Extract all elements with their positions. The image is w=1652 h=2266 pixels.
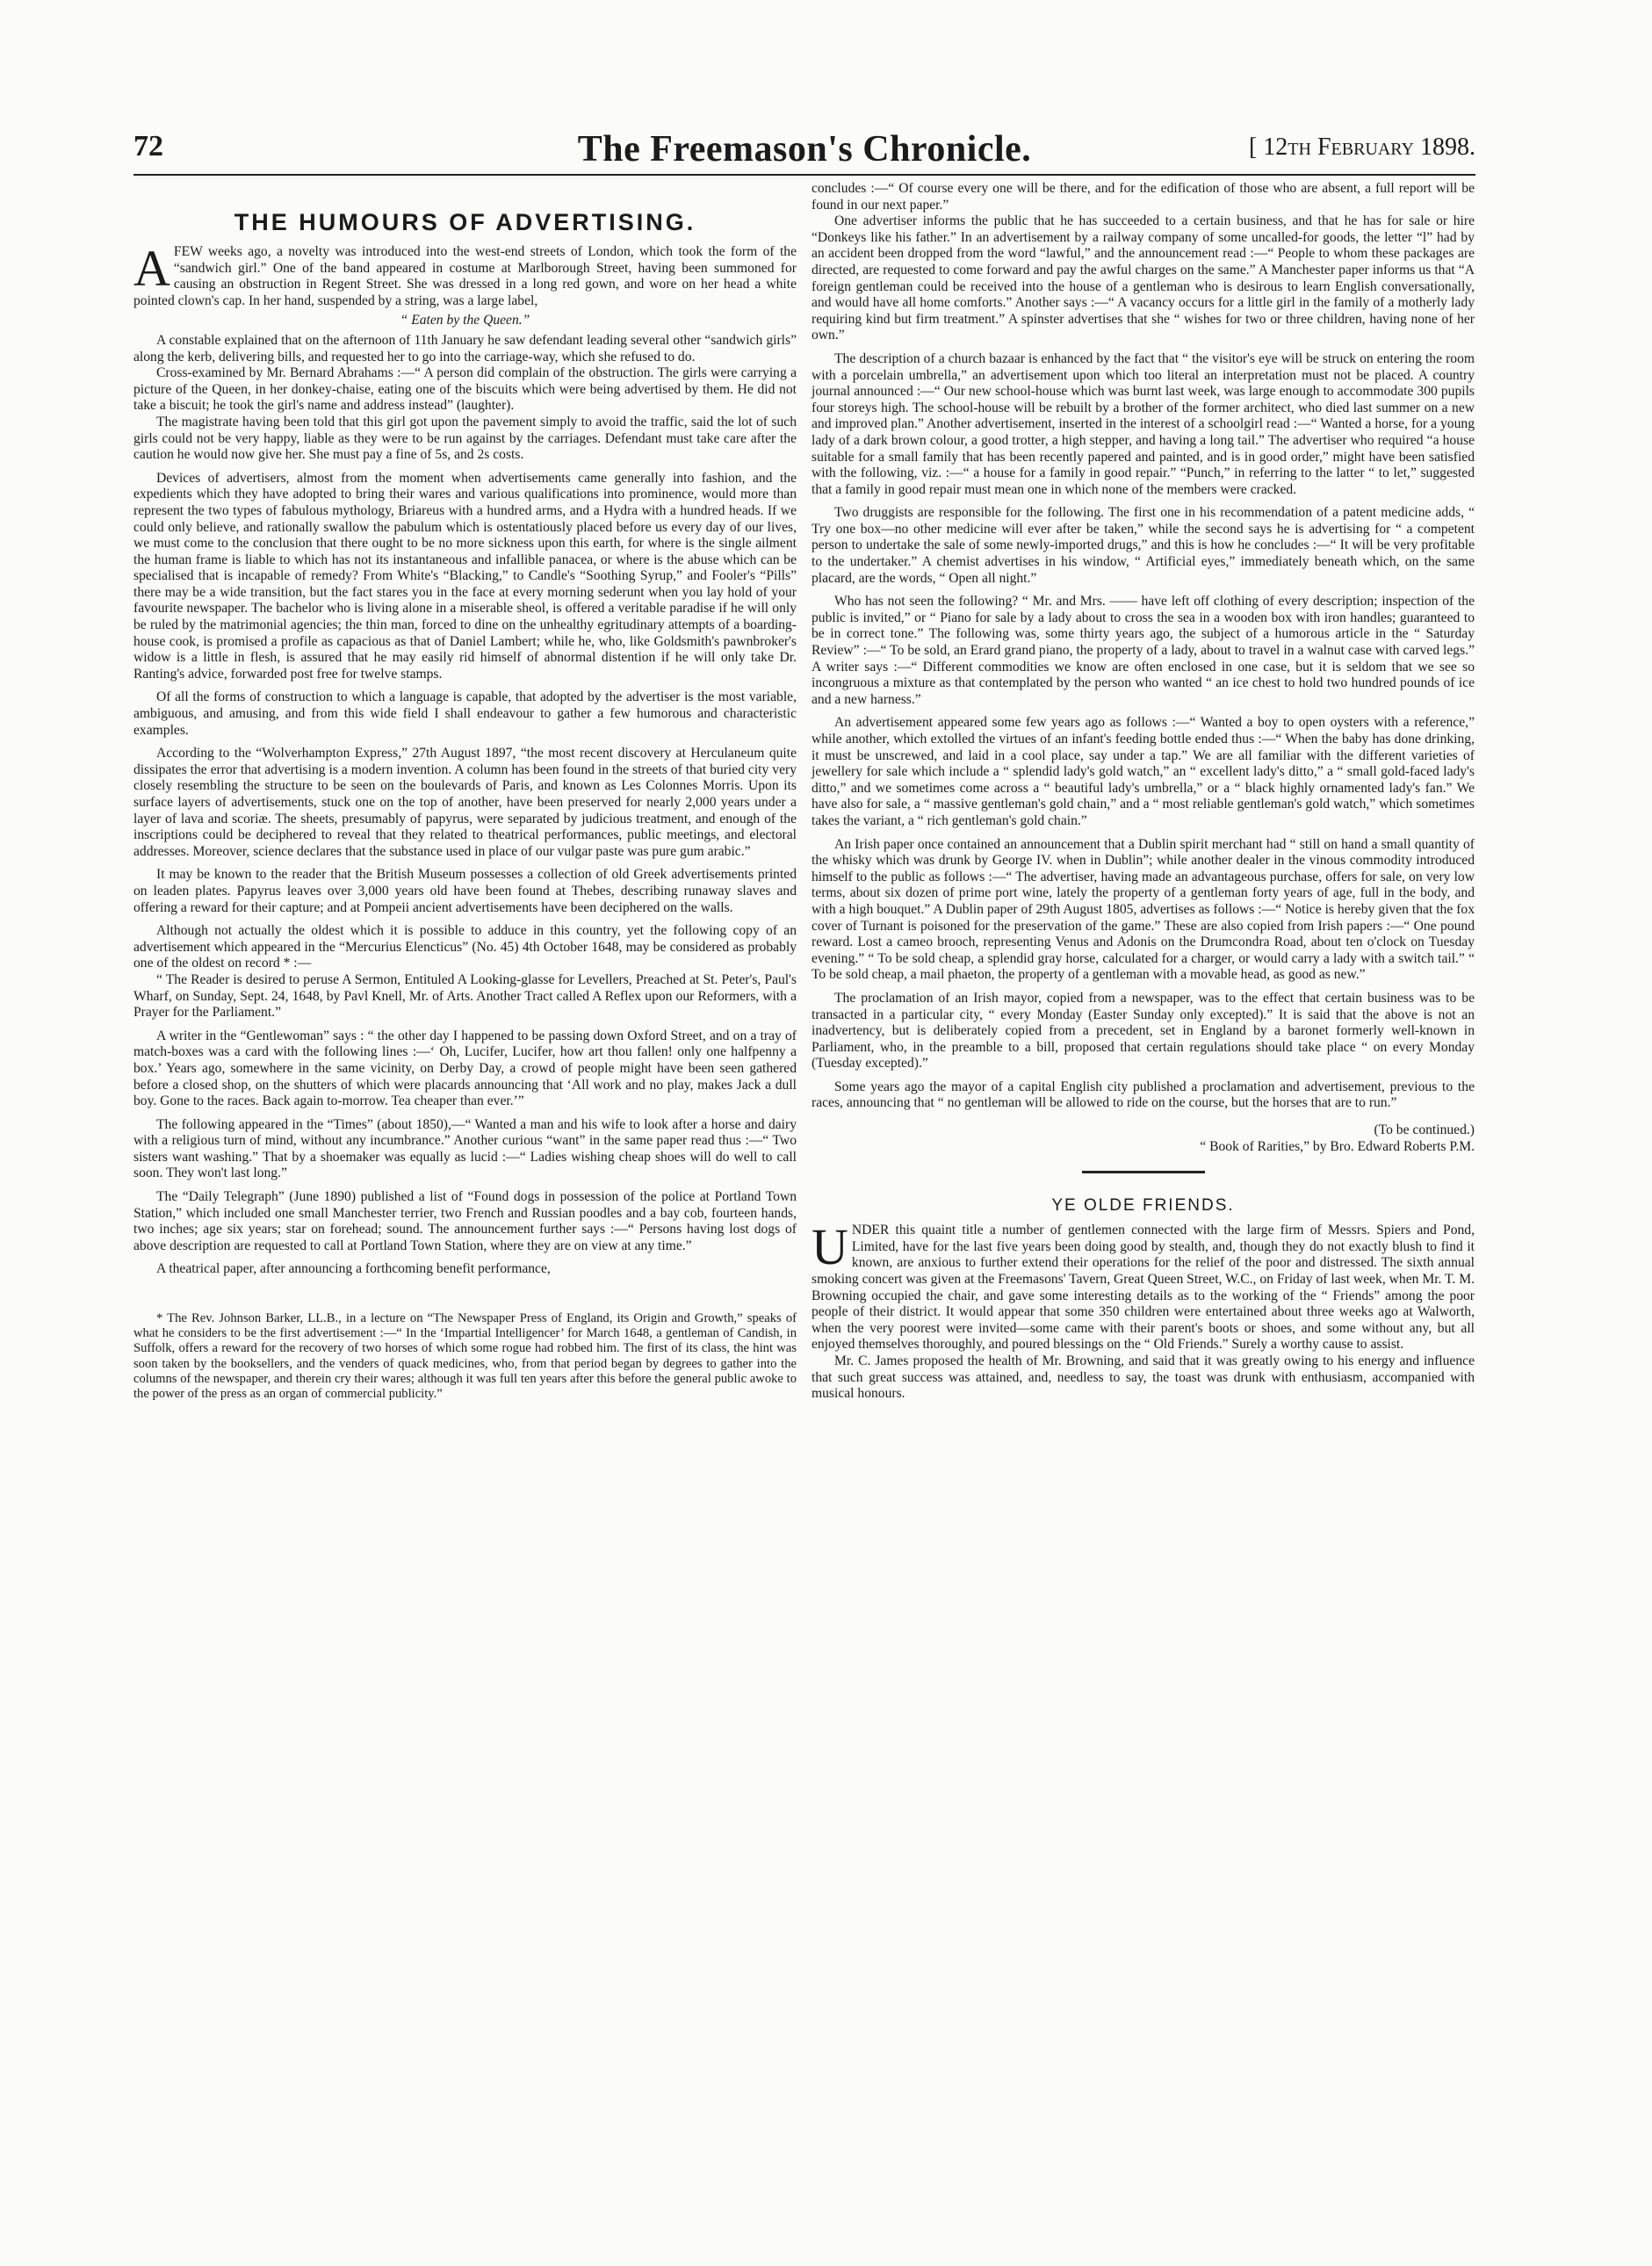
paragraph: It may be known to the reader that the British Museum possesses a collection of old Greek advertisements printed on leaden plates. Papyrus leaves over 3,000 years old have been found at Thebes, describing runaway slaves and offering a reward for their capture; and at Pompeii ancient advertisements have been deciphered on the walls.	[133, 867, 797, 915]
paragraph: One advertiser informs the public that he has succeeded to a certain business, and that he has for sale or hire “Donkeys like his father.” In an advertisement by a railway company of some uncalled-for goods, the letter “l” had by an accident been dropped from the word “lawful,” and the announcement read :—“ People to whom these packages are directed, are requested to come forward and pay the awful charges on the same.” A Manchester paper informs us that “A foreign gentleman could be received into the house of a gentleman who is desirous to learn English conversationally, and would have all home comforts.” Another says :—“ A vacancy occurs for a little girl in the family of a motherly lady requiring kind but firm treatment.” A spinster advertises that she “ wishes for two or three children, having none of her own.”	[812, 213, 1475, 343]
paragraph: According to the “Wolverhampton Express,” 27th August 1897, “the most recent discovery at Herculaneum quite dissipates the error that advertising is a modern invention. A column has been found in the streets of that buried city very closely resembling the structure to be seen on the boulevards of Paris, and known as Les Colonnes Morris. Upon its surface layers of advertisements, stuck one on the top of another, have been preserved for nearly 2,000 years under a layer of lava and scoriæ. The sheets, presumably of papyrus, were separated by judicious treatment, and enough of the inscriptions could be deciphered to reveal that they related to theatrical performances, public meetings, and electoral addresses. Moreover, science declares that the substance used in place of our vulgar paste was pure gum arabic.”	[133, 746, 797, 859]
paragraph: Cross-examined by Mr. Bernard Abrahams :—“ A person did complain of the obstruction. The girls were carrying a picture of the Queen, in her donkey-chaise, eating one of the biscuits which were being advertised by them. He did not take a biscuit; he took the girl's name and address instead” (laughter).	[133, 365, 797, 414]
page-number: 72	[133, 130, 163, 162]
article-title: THE HUMOURS OF ADVERTISING.	[234, 209, 696, 235]
quoted-advertisement: “ The Reader is desired to peruse A Sermon, Entituled A Looking-glasse for Levellers, Preached at St. Peter's, Paul's Wharf, on Sunday, Sept. 24, 1648, by Pavl Knell, Mr. of Arts. Another Tract called A Reflex upon our Reformers, with a Prayer for the Parliament.”	[133, 971, 797, 1021]
paragraph: Some years ago the mayor of a capital English city published a proclamation and advertisement, previous to the races, announcing that “ no gentleman will be allowed to ride on the course, but the horses that are to run.”	[812, 1079, 1475, 1111]
source-credit: “ Book of Rarities,” by Bro. Edward Roberts P.M.	[1200, 1138, 1475, 1154]
paragraph: Mr. C. James proposed the health of Mr. Browning, and said that it was greatly owing to his energy and influence that such great success was attained, and, needless to say, the toast was drunk with enthusiasm, accompanied with musical honours.	[812, 1353, 1475, 1402]
paragraph: The following appeared in the “Times” (about 1850),—“ Wanted a man and his wife to look after a horse and dairy with a religious turn of mind, without any incumbrance.” Another curious “want” in the same paper read thus :—“ Two sisters want washing.” That by a shoemaker was equally as lucid :—“ Ladies wishing cheap shoes will do well to call soon. They won't last long.”	[133, 1116, 797, 1181]
paragraph: An advertisement appeared some few years ago as follows :—“ Wanted a boy to open oysters with a reference,” while another, which extolled the virtues of an infant's feeding bottle ended thus :—“ When the baby has done drinking, it must be unscrewed, and laid in a cool place, say under a tap.” We are all familiar with the different varieties of jewellery for sale which include a “ splendid lady's gold watch,” an “ excellent lady's ditto,” a “ small gold-faced lady's ditto,” and we sometimes come across a “ beautiful lady's umbrella,” or a “ black highly ornamented lady's fan.” We have also for sale, a “ massive gentleman's gold chain,” and a “ most reliable gentleman's gold watch,” which sometimes takes the variant, a “ rich gentleman's gold chain.”	[812, 715, 1475, 828]
right-column	[812, 181, 1475, 1403]
header-rule	[133, 174, 1475, 176]
continued-note: (To be continued.)	[1374, 1122, 1475, 1138]
article-lead-paragraph	[133, 240, 797, 309]
footnote	[133, 1311, 797, 1402]
paragraph: The description of a church bazaar is enhanced by the fact that “ the visitor's eye will be struck on entering the room with a porcelain umbrella,” an advertisement upon which too literal an interpretation must not be placed. A country journal announced :—“ Our new school-house which was burnt last week, was large enough to accommodate 300 pupils four storeys high. The school-house will be rebuilt by a brother of the former architect, who died last summer on a new and improved plan.” Another advertisement, inserted in the interest of a schoolgirl read :—“ Wanted a horse, for a young lady of a dark brown colour, a good trotter, a high stepper, and having a long tail.” The advertiser who required “a house suitable for a small family that has been recently papered and painted, and is in good order,” might have been satisfied with the following, viz. :—“ a house for a family in good repair.” “Punch,” in referring to the latter “ to let,” suggested that a family in good repair must mean one in which none of the members were cracked.	[812, 350, 1475, 497]
section-divider	[1082, 1171, 1205, 1173]
paragraph: A theatrical paper, after announcing a forthcoming benefit performance,	[156, 1261, 551, 1277]
article-title-2: YE OLDE FRIENDS.	[1051, 1196, 1235, 1216]
paragraph: Although not actually the oldest which it is possible to adduce in this country, yet the following copy of an advertisement which appeared in the “Mercurius Elencticus” (No. 45) 4th October 1648, may be considered as probably one of the oldest on record * :—	[133, 923, 797, 971]
paragraph: Who has not seen the following? “ Mr. and Mrs. —— have left off clothing of every description; inspection of the public is invited,” or “ Piano for sale by a lady about to cross the sea in a wooden box with iron handles; guaranteed to be in correct tone.” The following was, some thirty years ago, the subject of a humorous article in the “ Saturday Review” :—“ To be sold, an Erard grand piano, the property of a lady, about to travel in a walnut case with carved legs.” A writer says :—“ Different commodities we know are often enclosed in one case, but it is seldom that we see so incongruous a mixture as that contemplated by the person who wanted “ an ice chest to hold two hundred pounds of ice and a new harness.”	[812, 594, 1475, 707]
left-column	[133, 181, 797, 1402]
paragraph: Of all the forms of construction to which a language is capable, that adopted by the advertiser is the most variable, ambiguous, and amusing, and from this wide field I shall endeavour to gather a few humorous and characteristic examples.	[133, 689, 797, 738]
lead-text: FEW weeks ago, a novelty was introduced into the west-end streets of London, which took the form of the “sandwich girl.” One of the band appeared in costume at Marlborough Street, having been summoned for causing an obstruction in Regent Street. She was dressed in a long red gown, and wore on her head a white pointed clown's cap. In her hand, suspended by a string, was a large label,	[133, 244, 797, 308]
article2-lead-paragraph	[812, 1218, 1475, 1353]
paragraph: An Irish paper once contained an announcement that a Dublin spirit merchant had “ still on hand a small quantity of the whisky which was drunk by George IV. when in Dublin”; while another dealer in the vinous commodity introduced himself to the public as follows :—“ The advertiser, having made an advantageous purchase, offers for sale, on very low terms, about six dozen of prime port wine, lately the property of a gentleman forty years of age, full in the body, and with a high bouquet.” A Dublin paper of 29th August 1805, advertises as follows :—“ Notice is hereby given that the fox cover of Turnant is poisoned for the preservation of the game.” These are also copied from Irish papers :—“ One pound reward. Lost a cameo brooch, representing Venus and Adonis on the Drumcondra Road, about ten o'clock on Tuesday evening.” “ To be sold cheap, a splendid gray horse, calculated for a charger, or would carry a lady with a switch tail.” “ To be sold cheap, a mail phaeton, the property of a gentleman with a movable head, as good as new.”	[812, 836, 1475, 983]
footnote-text: * The Rev. Johnson Barker, LL.B., in a lecture on “The Newspaper Press of England, its Origin and Growth,” speaks of what he considers to be the first advertisement :—“ In the ‘Impartial Intelligencer’ for March 1648, a gentleman of Candish, in Suffolk, offers a reward for the recovery of two horses of which some rogue had robbed him. The first of its class, the hint was soon taken by the booksellers, and the venders of quack medicines, who, from that period began by degrees to gather into the columns of the newspaper, and therein cry their wares; although it was full ten years after this before the general public awoke to the power of the press as an organ of commercial publicity.”	[133, 1311, 797, 1402]
paragraph: Devices of advertisers, almost from the moment when advertisements came generally into fashion, and the expedients which they have adopted to bring their wares and various qualifications into prominence, would more than represent the two types of fabulous mythology, Briareus with a hundred arms, and a Hydra with a hundred heads. If we could only believe, and rationally swallow the pabulum which is ostentatiously placed before us every day of our lives, we must come to the conclusion that there ought to be no more sickness upon this earth, for where is the single ailment the human frame is liable to which has not its instantaneous and infallible panacea, or where is the abuse which can be specialised that is incapable of remedy? From White's “Blacking,” to Candle's “Soothing Syrup,” and Fooler's “Pills” there may be a wide transition, but the fact stares you in the face at every morning sederunt when you lay hold of your favourite newspaper. The bachelor who is living alone in a miserable sheol, is offered a veritable paradise if he will only be ruled by the matrimonial agencies; the thin man, forced to dine on the unhealthy egritudinary attempts of a boarding-house cook, is promised a profile as capacious as that of Daniel Lambert; while he, who, like Goldsmith's pawnbroker's widow is a little in flesh, is assured that he may easily rid himself of abnormal distention if he will only take Dr. Ranting's advice, forwarded post free for twelve stamps.	[133, 470, 797, 682]
paragraph: The magistrate having been told that this girl got upon the pavement simply to avoid the traffic, said the lot of such girls could not be very happy, liable as they were to be run against by the carriages. Defendant must take care after the caution he would now give her. She must pay a fine of 5s, and 2s costs.	[133, 414, 797, 463]
paragraph: A constable explained that on the afternoon of 11th January he saw defendant leading several other “sandwich girls” along the kerb, delivering bills, and requested her to go into the carriage-way, which she refused to do.	[133, 332, 797, 364]
lead-text: NDER this quaint title a number of gentlemen connected with the large firm of Messrs. Spiers and Pond, Limited, have for the last five years been doing good by stealth, and, though they do not exactly blush to find it known, are anxious to further extend their operations for the relief of the poor and distressed. The sixth annual smoking concert was given at the Freemasons' Tavern, Great Queen Street, W.C., on Friday of last week, when Mr. T. M. Browning occupied the chair, and gave some interesting details as to the working of the “ Friends” among the poor people of their district. It would appear that some 350 children were entertained about three weeks ago at Walworth, when the very poorest were invited—some came with their parent's boots or shoes, and some without any, but all enjoyed themselves thoroughly, and poured blessings on the “ Old Friends.” Surely a worthy cause to assist.	[812, 1223, 1475, 1353]
label-quote: “ Eaten by the Queen.”	[400, 313, 530, 328]
publication-title: The Freemason's Chronicle.	[577, 129, 1032, 170]
drop-cap: U	[812, 1218, 848, 1276]
paragraph: The proclamation of an Irish mayor, copied from a newspaper, was to the effect that certain business was to be transacted in a particular city, “ every Monday (Easter Sunday only excepted).” It is said that the above is not an inadvertency, but is deliberately copied from a precedent, set in England by a baronet formerly well-known in Parliament, who, in the preamble to a bill, proposed that certain regulations should take place “ on every Monday (Tuesday excepted).”	[812, 990, 1475, 1072]
paragraph: A writer in the “Gentlewoman” says : “ the other day I happened to be passing down Oxford Street, and on a tray of match-boxes was a card with the following lines :—‘ Oh, Lucifer, Lucifer, how art thou fallen! only one halfpenny a box.’ Years ago, somewhere in the same vicinity, on Derby Day, a crowd of people might have been seen gathered before a closed shop, on the shutters of which were placards announcing that ‘All work and no play, makes Jack a dull boy. Gone to the races. Back again to-morrow. Tea cheaper than ever.’”	[133, 1028, 797, 1109]
paragraph: concludes :—“ Of course every one will be there, and for the edification of those who are absent, a full report will be found in our next paper.”	[812, 181, 1475, 213]
drop-cap: A	[133, 240, 170, 297]
issue-date: [ 12th February 1898.	[1248, 134, 1475, 161]
paragraph: Two druggists are responsible for the following. The first one in his recommendation of a patent medicine adds, “ Try one box—no other medicine will ever after be taken,” while the second says he is advertising for “ a competent person to undertake the sale of some newly-imported drugs,” and this is how he concludes :—“ It will be very profitable to the undertaker.” A chemist advertises in his window, “ Artificial eyes,” immediately beneath which, on the same placard, are the words, “ Open all night.”	[812, 505, 1475, 586]
page-header	[133, 128, 1475, 172]
paragraph: The “Daily Telegraph” (June 1890) published a list of “Found dogs in possession of the police at Portland Town Station,” which included one small Manchester terrier, two French and Russian poodles and a bay cob, fourteen hands, two inches; age six years; star on forehead; sound. The announcement further says :—“ Persons having lost dogs of above description are requested to call at Portland Town Station, where they are on view at any time.”	[133, 1189, 797, 1253]
